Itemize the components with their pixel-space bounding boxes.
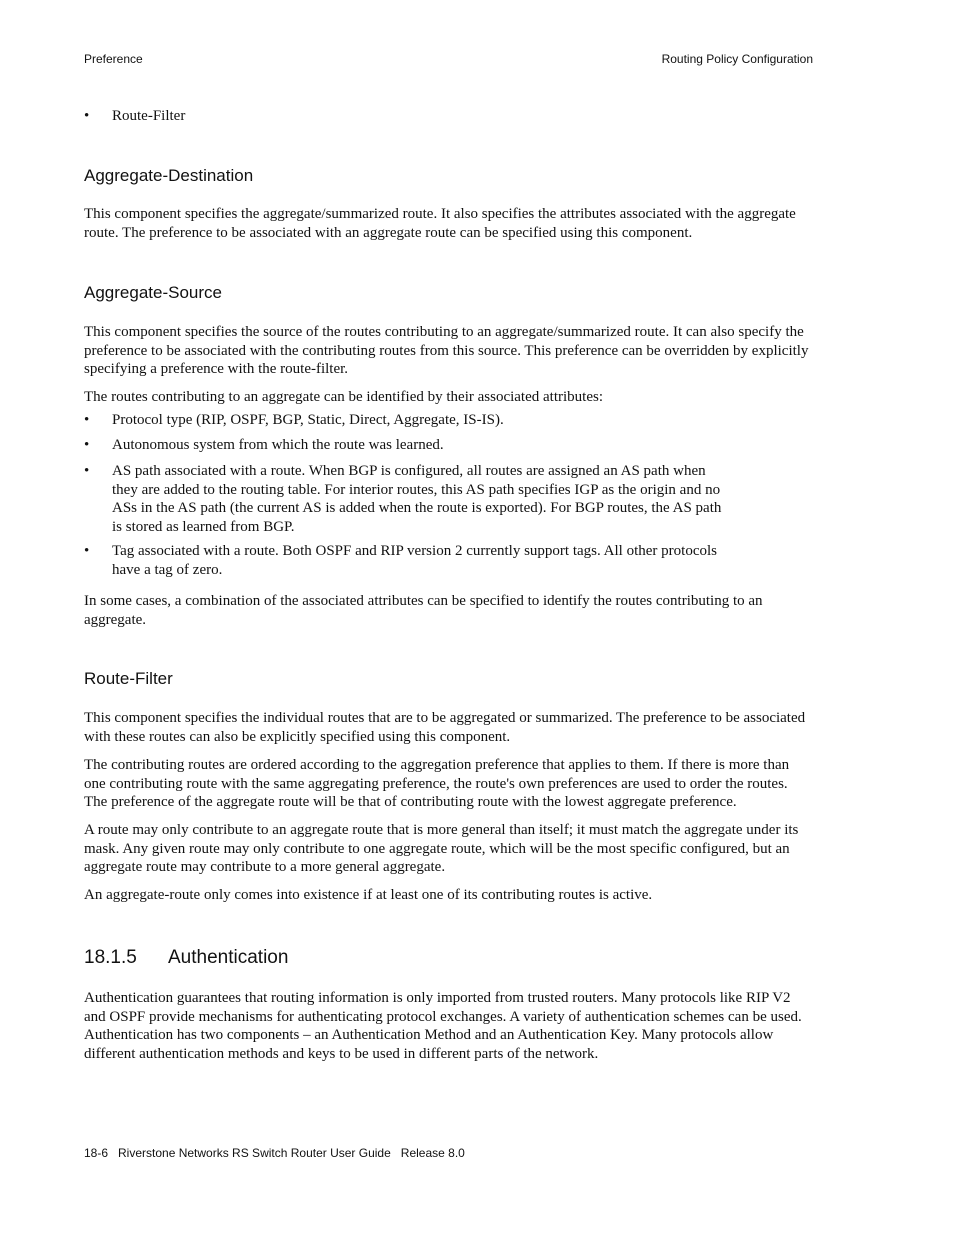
paragraph: This component specifies the individual routes that are to be aggregated or summarized. The preference to be associated with these routes can also be explicitly specified using this component. [84, 710, 806, 745]
list-item [84, 436, 734, 455]
section-heading-aggregate-source: Aggregate-Source [84, 283, 222, 302]
list-item-text: Protocol type (RIP, OSPF, BGP, Static, Direct, Aggregate, IS-IS). [112, 412, 504, 428]
list-item [84, 107, 734, 126]
bullet-icon: • [84, 463, 90, 479]
section-heading-authentication [84, 947, 288, 969]
running-header-right: Routing Policy Configuration [661, 52, 813, 66]
paragraph: This component specifies the aggregate/summarized route. It also specifies the attributes associated with the aggregate route. The preference to be associated with an aggregate route can be specified using this component. [84, 206, 796, 241]
paragraph: The contributing routes are ordered according to the aggregation preference that applies to them. If there is more than one contributing route with the same aggregating preference, the route's own preferences are used to order the routes. The preference of the aggregate route will be that of contributing route with the lowest aggregate preference. [84, 757, 790, 811]
paragraph: Authentication guarantees that routing information is only imported from trusted routers. Many protocols like RIP V2 and OSPF provide mechanisms for authenticating protocol exchanges. A variety of authentication schemes can be used. Authentication has two components – an Authentication Method and an Authentication Key. Many protocols allow different authentication methods and keys to be used in different parts of the network. [84, 990, 802, 1063]
list-item [84, 411, 734, 430]
section-number: 18.1.5 [84, 947, 137, 968]
bullet-icon: • [84, 437, 90, 453]
list-item-text: Tag associated with a route. Both OSPF and RIP version 2 currently support tags. All other protocols have a tag of zero. [112, 543, 717, 578]
list-item [84, 462, 734, 537]
paragraph: This component specifies the source of the routes contributing to an aggregate/summarized route. It can also specify the preference to be associated with the contributing routes from this source. This preference can be overridden by explicitly specifying a preference with the route-filter. [84, 324, 809, 378]
paragraph: A route may only contribute to an aggregate route that is more general than itself; it must match the aggregate under its mask. Any given route may only contribute to one aggregate route, which will be the most specific configured, but an aggregate route may contribute to a more general aggregate. [84, 822, 799, 876]
bullet-icon: • [84, 108, 90, 124]
paragraph: An aggregate-route only comes into existence if at least one of its contributing routes is active. [84, 887, 653, 903]
section-heading-aggregate-destination: Aggregate-Destination [84, 166, 254, 185]
section-title: Authentication [168, 947, 289, 968]
list-item-text: Route-Filter [112, 108, 186, 124]
section-heading-route-filter: Route-Filter [84, 669, 173, 688]
bullet-icon: • [84, 543, 90, 559]
running-header-left: Preference [84, 52, 143, 66]
list-item-text: AS path associated with a route. When BGP is configured, all routes are assigned an AS path when they are added to the routing table. For interior routes, this AS path specifies IGP as the origin and no ASs in the AS path (the current AS is added when the route is exported). For BGP routes, the AS path is stored as learned from BGP. [112, 463, 722, 536]
bullet-icon: • [84, 412, 90, 428]
list-item-text: Autonomous system from which the route was learned. [112, 437, 444, 453]
list-item [84, 542, 734, 579]
paragraph: The routes contributing to an aggregate can be identified by their associated attributes: [84, 389, 603, 405]
page-footer: 18-6 Riverstone Networks RS Switch Router User Guide Release 8.0 [84, 1146, 465, 1160]
paragraph: In some cases, a combination of the associated attributes can be specified to identify the routes contributing to an aggregate. [84, 593, 763, 628]
